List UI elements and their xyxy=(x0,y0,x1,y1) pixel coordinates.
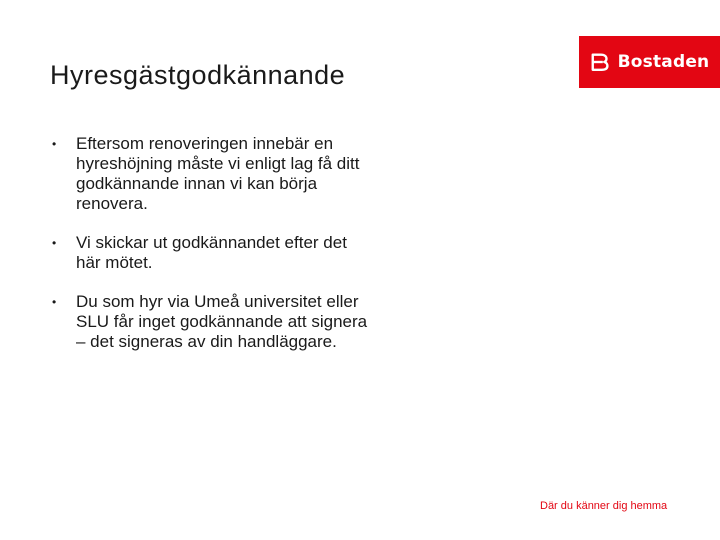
bostaden-logo-mark-icon xyxy=(590,51,612,73)
bullet-text: Du som hyr via Umeå universitet eller SLU får inget godkännande att signera – det signeras av din handläggare. xyxy=(76,292,368,351)
slide-title: Hyresgästgodkännande xyxy=(50,60,346,90)
list-item xyxy=(52,134,392,214)
bullet-marker: • xyxy=(52,236,57,250)
footer-tagline: Där du känner dig hemma xyxy=(540,500,668,512)
logo-text: Bostaden xyxy=(617,52,710,72)
bostaden-logo xyxy=(579,36,720,88)
bullet-marker: • xyxy=(52,137,57,151)
bullet-text: Vi skickar ut godkännandet efter det här mötet. xyxy=(76,233,347,272)
bullet-list xyxy=(52,134,392,371)
bullet-text: Eftersom renoveringen innebär en hyreshöjning måste vi enligt lag få ditt godkännande innan vi kan börja renovera. xyxy=(76,134,360,213)
bullet-marker: • xyxy=(52,295,57,309)
list-item xyxy=(52,233,392,273)
list-item xyxy=(52,292,392,352)
